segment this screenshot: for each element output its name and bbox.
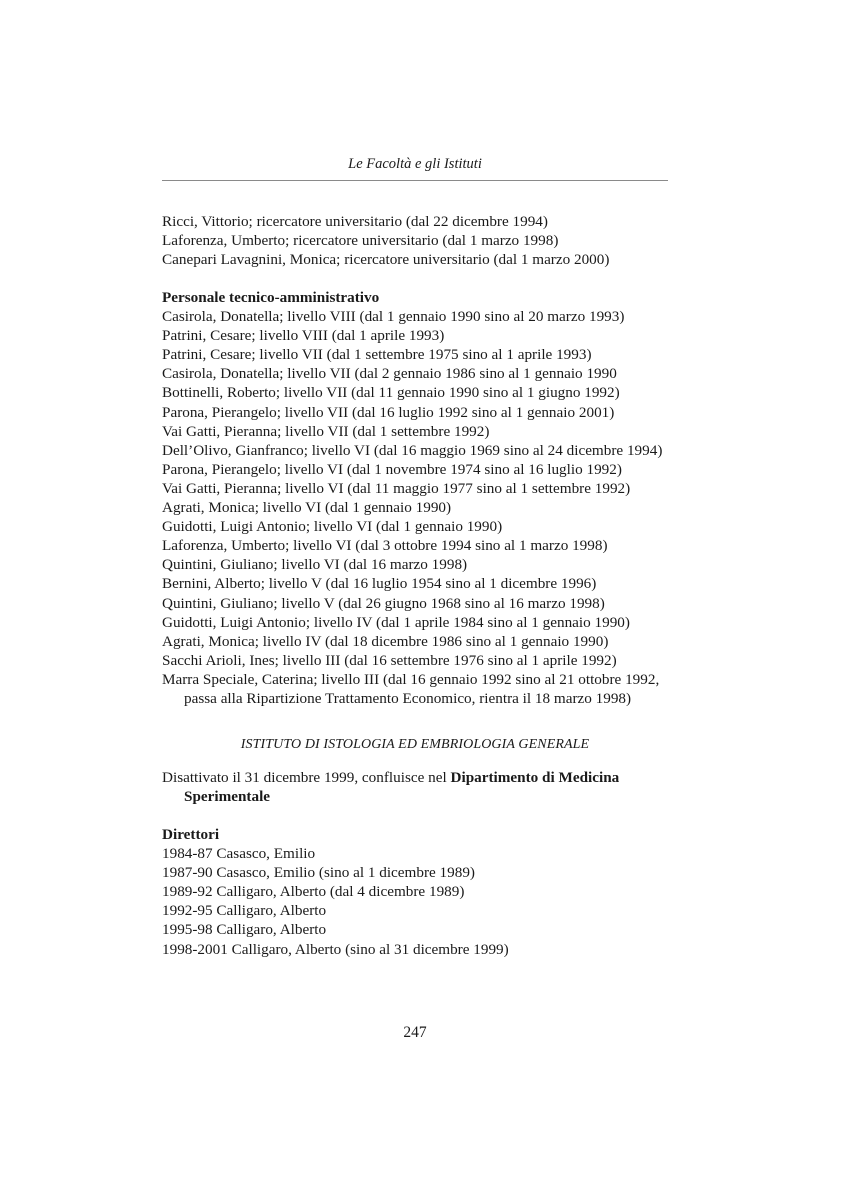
department-name: Dipartimento di Medicina — [450, 769, 620, 786]
list-item: 1998-2001 Calligaro, Alberto (sino al 31 dicembre 1999) — [162, 940, 509, 958]
researchers-list — [162, 212, 682, 269]
list-item: Vai Gatti, Pieranna; livello VI (dal 11 maggio 1977 sino al 1 settembre 1992) — [162, 479, 631, 497]
list-item: Parona, Pierangelo; livello VI (dal 1 novembre 1974 sino al 16 luglio 1992) — [162, 460, 622, 478]
list-item: 1992-95 Calligaro, Alberto — [162, 902, 327, 920]
list-item: Sacchi Arioli, Ines; livello III (dal 16 settembre 1976 sino al 1 aprile 1992) — [162, 651, 617, 669]
section-heading: Personale tecnico-amministrativo — [162, 289, 380, 306]
list-item: Ricci, Vittorio; ricercatore universitario (dal 22 dicembre 1994) — [162, 213, 548, 230]
institute-note — [162, 768, 682, 806]
list-item: Vai Gatti, Pieranna; livello VII (dal 1 settembre 1992) — [162, 422, 490, 440]
list-item: Casirola, Donatella; livello VIII (dal 1 gennaio 1990 sino al 20 marzo 1993) — [162, 308, 625, 326]
list-item: Bernini, Alberto; livello V (dal 16 luglio 1954 sino al 1 dicembre 1996) — [162, 575, 597, 593]
list-item: Agrati, Monica; livello VI (dal 1 gennaio 1990) — [162, 499, 452, 517]
header-rule — [162, 180, 668, 181]
list-item-continuation: passa alla Ripartizione Trattamento Economico, rientra il 18 marzo 1998) — [184, 689, 632, 707]
list-item: Laforenza, Umberto; livello VI (dal 3 ottobre 1994 sino al 1 marzo 1998) — [162, 537, 608, 555]
list-item: Canepari Lavagnini, Monica; ricercatore universitario (dal 1 marzo 2000) — [162, 251, 610, 269]
institute-title: ISTITUTO DI ISTOLOGIA ED EMBRIOLOGIA GENERALE — [240, 737, 590, 752]
list-item: 1984-87 Casasco, Emilio — [162, 845, 316, 863]
list-item: 1989-92 Calligaro, Alberto (dal 4 dicembre 1989) — [162, 883, 465, 901]
list-item: Guidotti, Luigi Antonio; livello VI (dal 1 gennaio 1990) — [162, 518, 503, 536]
technical-staff-section — [162, 288, 682, 708]
list-item: 1987-90 Casasco, Emilio (sino al 1 dicembre 1989) — [162, 864, 475, 882]
list-item: Patrini, Cesare; livello VII (dal 1 settembre 1975 sino al 1 aprile 1993) — [162, 346, 592, 364]
list-item: Bottinelli, Roberto; livello VII (dal 11 gennaio 1990 sino al 1 giugno 1992) — [162, 384, 620, 402]
page-number: 247 — [403, 1024, 427, 1041]
directors-section — [162, 825, 682, 959]
list-item: 1995-98 Calligaro, Alberto — [162, 921, 327, 939]
list-item: Agrati, Monica; livello IV (dal 18 dicembre 1986 sino al 1 gennaio 1990) — [162, 632, 609, 650]
list-item: Parona, Pierangelo; livello VII (dal 16 luglio 1992 sino al 1 gennaio 2001) — [162, 403, 615, 421]
running-head: Le Facoltà e gli Istituti — [348, 156, 482, 172]
list-item: Laforenza, Umberto; ricercatore universitario (dal 1 marzo 1998) — [162, 232, 559, 250]
note-text: Disattivato il 31 dicembre 1999, confluisce nel — [162, 769, 451, 786]
list-item: Guidotti, Luigi Antonio; livello IV (dal 1 aprile 1984 sino al 1 gennaio 1990) — [162, 613, 630, 631]
list-item: Quintini, Giuliano; livello V (dal 26 giugno 1968 sino al 16 marzo 1998) — [162, 594, 605, 612]
section-heading: Direttori — [162, 826, 220, 843]
list-item: Quintini, Giuliano; livello VI (dal 16 marzo 1998) — [162, 556, 468, 574]
list-item: Casirola, Donatella; livello VII (dal 2 gennaio 1986 sino al 1 gennaio 1990 — [162, 365, 617, 383]
list-item: Patrini, Cesare; livello VIII (dal 1 aprile 1993) — [162, 327, 445, 345]
list-item: Marra Speciale, Caterina; livello III (dal 16 gennaio 1992 sino al 21 ottobre 1992, — [162, 670, 660, 688]
list-item: Dell’Olivo, Gianfranco; livello VI (dal 16 maggio 1969 sino al 24 dicembre 1994) — [162, 441, 663, 459]
department-name-continuation: Sperimentale — [184, 788, 271, 806]
